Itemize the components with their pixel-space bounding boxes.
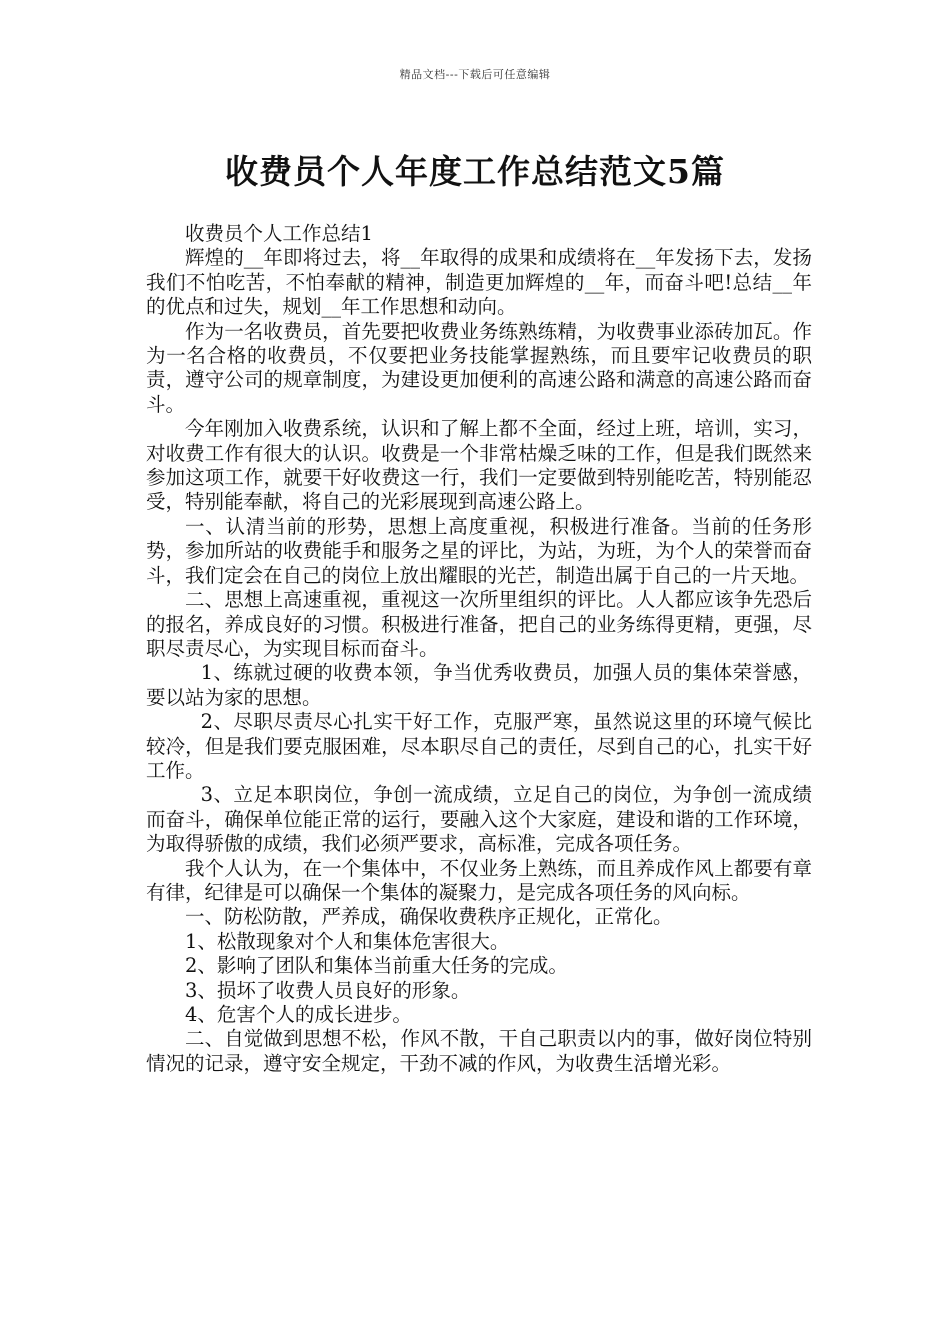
list-item: 2、影响了团队和集体当前重大任务的完成。: [185, 954, 568, 978]
document-header-note: 精品文档---下载后可任意编辑: [399, 68, 551, 81]
body-paragraph: 二、思想上高速重视，重视这一次所里组织的评比。人人都应该争先恐后的报名，养成良好的习惯。积极进行准备，把自己的业务练得更精，更强，尽职尽责尽心，为实现目标而奋斗。: [146, 588, 812, 660]
body-paragraph: 一、认清当前的形势，思想上高度重视，积极进行准备。当前的任务形势，参加所站的收费能手和服务之星的评比，为站，为班，为个人的荣誉而奋斗，我们定会在自己的岗位上放出耀眼的光芒，制造出属于自己的一片天地。: [146, 514, 812, 587]
document-body: [146, 222, 812, 1076]
body-paragraph: 一、防松防散，严养成，确保收费秩序正规化，正常化。: [185, 905, 673, 929]
list-item: 1、松散现象对个人和集体危害很大。: [185, 929, 510, 953]
body-paragraph: 辉煌的__年即将过去，将__年取得的成果和成绩将在__年发扬下去，发扬我们不怕吃苦，不怕奉献的精神，制造更加辉煌的__年，而奋斗吧!总结__年的优点和过失，规划__年工作思想和动向。: [146, 246, 812, 319]
body-paragraph: 二、自觉做到思想不松，作风不散，干自己职责以内的事，做好岗位特别情况的记录，遵守安全规定，干劲不减的作风，为收费生活增光彩。: [146, 1027, 812, 1075]
numbered-paragraph: 3、立足本职岗位，争创一流成绩，立足自己的岗位，为争创一流成绩而奋斗，确保单位能正常的运行，要融入这个大家庭，建设和谐的工作环境，为取得骄傲的成绩，我们必须严要求，高标准，完成各项任务。: [146, 783, 812, 856]
numbered-paragraph: 1、练就过硬的收费本领，争当优秀收费员，加强人员的集体荣誉感，要以站为家的思想。: [146, 661, 812, 709]
document-title: 收费员个人年度工作总结范文5篇: [225, 152, 725, 192]
list-item: 4、危害个人的成长进步。: [185, 1003, 412, 1026]
section-heading: 收费员个人工作总结1: [185, 222, 373, 245]
body-paragraph: 今年刚加入收费系统，认识和了解上都不全面，经过上班，培训，实习，对收费工作有很大的认识。收费是一个非常枯燥乏味的工作，但是我们既然来参加这项工作，就要干好收费这一行，我们一定要做到特别能吃苦，特别能忍受，特别能奉献，将自己的光彩展现到高速公路上。: [146, 417, 812, 514]
numbered-paragraph: 2、尽职尽责尽心扎实干好工作，克服严寒，虽然说这里的环境气候比较冷，但是我们要克服困难，尽本职尽自己的责任，尽到自己的心，扎实干好工作。: [146, 710, 812, 782]
body-paragraph: 我个人认为，在一个集体中，不仅业务上熟练，而且养成作风上都要有章有律，纪律是可以确保一个集体的凝聚力，是完成各项任务的风向标。: [146, 856, 812, 904]
body-paragraph: 作为一名收费员，首先要把收费业务练熟练精，为收费事业添砖加瓦。作为一名合格的收费员，不仅要把业务技能掌握熟练，而且要牢记收费员的职责，遵守公司的规章制度，为建设更加便利的高速公路和满意的高速公路而奋斗。: [146, 319, 812, 416]
list-item: 3、损坏了收费人员良好的形象。: [185, 978, 471, 1002]
